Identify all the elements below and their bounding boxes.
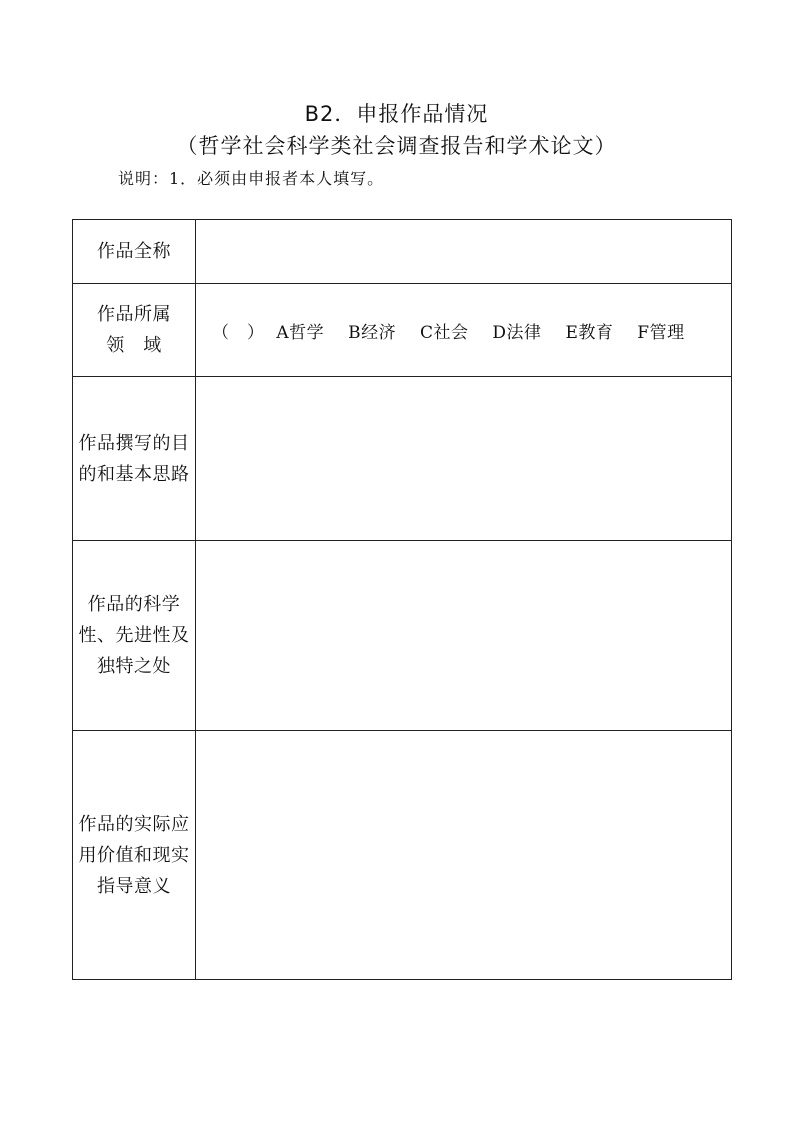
table-row (73, 377, 732, 541)
domain-option-b: B经济 (348, 322, 397, 343)
row-label-practical-value (73, 731, 196, 980)
label-line: 作品的实际应 (78, 813, 190, 835)
domain-option-d: D法律 (492, 322, 542, 343)
label-line: 的和基本思路 (78, 463, 190, 485)
application-form-table (72, 219, 732, 980)
label-line: 作品撰写的目 (78, 432, 190, 454)
table-row (73, 220, 732, 284)
form-subtitle: （哲学社会科学类社会调查报告和学术论文） (176, 134, 617, 158)
row-label-domain (73, 284, 196, 377)
domain-option-f: F管理 (637, 322, 685, 343)
label-line: 性、先进性及 (78, 625, 190, 646)
scientific-merit-field[interactable] (196, 541, 732, 731)
table-row (73, 284, 732, 377)
domain-option-e: E教育 (565, 322, 614, 343)
domain-option-c: C社会 (420, 322, 469, 343)
form-title: B2．申报作品情况 (304, 102, 489, 126)
label-line: 指导意义 (97, 875, 171, 897)
label-line: 作品全称 (97, 241, 171, 262)
label-line: 领 域 (106, 335, 162, 356)
domain-field[interactable] (196, 284, 732, 377)
domain-option-a: A哲学 (276, 322, 325, 343)
row-label-scientific-merit (73, 541, 196, 731)
label-line: 用价值和现实 (78, 844, 190, 866)
table-row (73, 541, 732, 731)
row-label-work-title (73, 220, 196, 284)
row-label-purpose (73, 377, 196, 541)
instruction-note: 说明：1．必须由申报者本人填写。 (118, 169, 385, 188)
label-line: 作品的科学 (87, 594, 181, 615)
label-line: 独特之处 (97, 656, 171, 677)
table-row (73, 731, 732, 980)
label-line: 作品所属 (97, 304, 171, 325)
practical-value-field[interactable] (196, 731, 732, 980)
work-title-field[interactable] (196, 220, 732, 284)
purpose-field[interactable] (196, 377, 732, 541)
domain-choice-bracket[interactable]: （ ） (212, 322, 265, 343)
domain-options (196, 318, 731, 343)
